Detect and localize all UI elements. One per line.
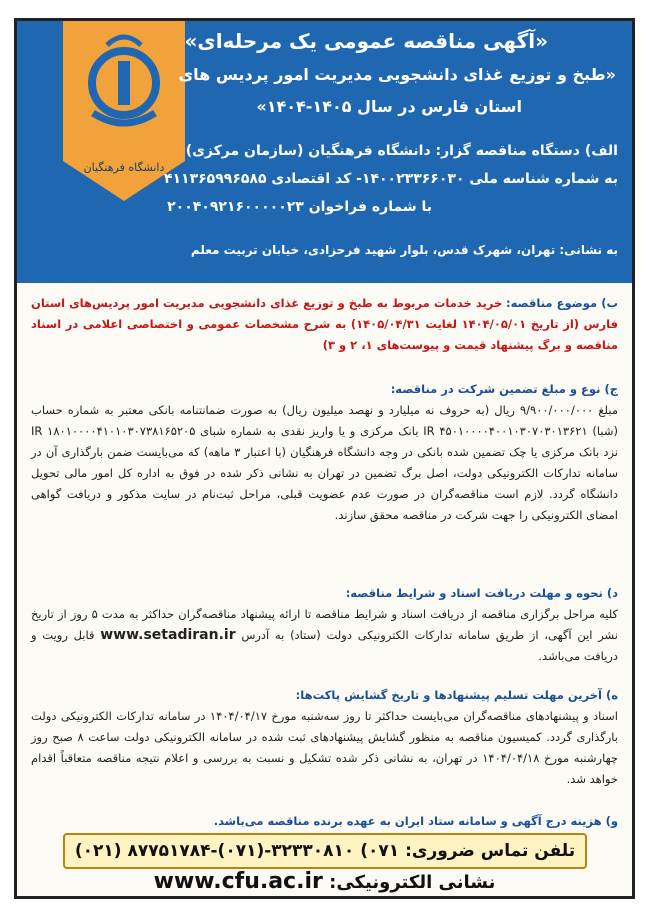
website-label: نشانی الکترونیکی:	[329, 872, 496, 893]
phone-numbers: ۰۷۱) ۳۲۳۳۰۸۱۰-(۰۷۱)-۸۷۷۵۱۷۸۴ (۰۲۱)	[74, 841, 400, 861]
section-deadline	[31, 685, 618, 790]
announcement-title: «آگهی مناقصه عمومی یک مرحله‌ای»	[184, 29, 548, 53]
section-subject-label: ب) موضوع مناقصه:	[505, 296, 619, 310]
section-subject-text: خرید خدمات مربوط به طبخ و توزیع غذای دانشجویی مدیریت امور پردیس‌های استان فارس (از تاریخ ۱۴۰۴/۰۵/۰۱ لغایت ۱۴۰۵/۰۴/۳۱) به شرح مشخصات عمومی و اختصاصی اعلامی در اسناد مناقصه و برگ پیشنهاد قیمت و پیوست‌های ۱، ۲ و ۳)	[31, 296, 618, 352]
section-deadline-label: ه) آخرین مهلت تسلیم پیشنهادها و تاریخ گشایش پاکت‌ها:	[295, 688, 618, 702]
section-deadline-text: اسناد و پیشنهادهای مناقصه‌گران می‌بایست حداکثر تا روز سه‌شنبه مورخ ۱۴۰۴/۰۴/۱۷ در سامانه تدارکات الکترونیکی دولت بارگذاری گردد. کمیسیون مناقصه به منظور گشایش پیشنهادهای ثبت شده در سامانه الکترونیکی دولت ساعت ۸ صبح روز چهارشنبه مورخ ۱۴۰۴/۰۴/۱۸ در تهران، به نشانی ذکر شده تشکیل و نسبت به بررسی و اعلام نتیجه مناقصه متعاقباً اقدام خواهد شد.	[31, 709, 618, 786]
section-cost	[31, 811, 618, 832]
organizer-line: الف) دستگاه مناقصه گزار: دانشگاه فرهنگیان (سازمان مرکزی)	[185, 143, 618, 159]
website-line	[17, 869, 632, 894]
address-line: به نشانی: تهران، شهرک قدس، بلوار شهید فرحزادی، خیابان تربیت معلم	[190, 243, 618, 257]
section-guarantee-text: مبلغ ۹/۹۰۰/۰۰۰/۰۰۰ ریال (به حروف نه میلیارد و نهصد میلیون ریال) به صورت ضمانتنامه بانکی معتبر به شماره حساب (شبا) IR ۴۵۰۱۰۰۰۰۴۰۰۱۰۳۰۷۰۳۰۱۳۶۲۱ بانک مرکزی و یا واریز نقدی به شماره شبای IR ۱۸۰۱۰۰۰۰۴۱۰۱۰۳۰۷۳۸۱۶۵۲۰۵ نزد بانک مرکزی یا چک تضمین شده بانکی در وجه دانشگاه فرهنگیان (با اعتبار ۳ ماهه) که می‌بایست ضمن بارگذاری آن در سامانه تدارکات الکترونیکی دولت، اصل برگ تضمین در تهران به نشانی ذکر شده در فوق به اداره کل امور مالی تحویل دانشگاه گردد. لازم است مناقصه‌گران در صورت عدم عضویت قبلی، مراحل ثبت‌نام در سایت مذکور و دریافت گواهی امضای الکترونیکی را جهت شرکت در مناقصه محقق سازند.	[31, 403, 618, 522]
announcement-subtitle-1: «طبخ و توزیع غذای دانشجویی مدیریت امور پردیس های	[178, 65, 616, 84]
phone-label: تلفن تماس ضروری:	[405, 841, 576, 861]
contact-phone-box	[63, 833, 587, 869]
section-documents-text-after: قابل رویت و دریافت می‌باشد.	[31, 628, 618, 663]
section-documents-text: کلیه مراحل برگزاری مناقصه از دریافت اسناد و شرایط مناقصه تا ارائه پیشنهاد مناقصه‌گران حداکثر به مدت ۵ روز از تاریخ نشر این آگهی، از طریق سامانه تدارکات الکترونیکی دولت (ستاد) به آدرس	[31, 607, 619, 642]
section-cost-text: و) هزینه درج آگهی و سامانه ستاد ایران به عهده برنده مناقصه می‌باشد.	[213, 814, 618, 828]
announcement-header	[17, 21, 632, 283]
setad-link[interactable]: www.setadiran.ir	[100, 627, 236, 643]
call-number-line: با شماره فراخوان ۲۰۰۴۰۹۲۱۶۰۰۰۰۰۲۳	[167, 199, 432, 215]
website-link[interactable]: www.cfu.ac.ir	[153, 869, 323, 894]
section-subject	[31, 293, 618, 356]
announcement-frame	[14, 18, 635, 899]
announcement-subtitle-2: استان فارس در سال ۱۴۰۵-۱۴۰۴»	[256, 97, 522, 116]
national-id-line: به شماره شناسه ملی ۱۴۰۰۲۳۳۶۶۰۳۰- کد اقتصادی ۴۱۱۳۶۵۹۹۶۵۸۵	[163, 171, 618, 187]
section-documents-label: د) نحوه و مهلت دریافت اسناد و شرایط مناقصه:	[345, 586, 618, 600]
logo-text: دانشگاه فرهنگیان	[83, 161, 165, 174]
section-documents	[31, 583, 618, 667]
section-guarantee	[31, 379, 618, 526]
section-guarantee-label: ج) نوع و مبلغ تضمین شرکت در مناقصه:	[390, 382, 618, 396]
